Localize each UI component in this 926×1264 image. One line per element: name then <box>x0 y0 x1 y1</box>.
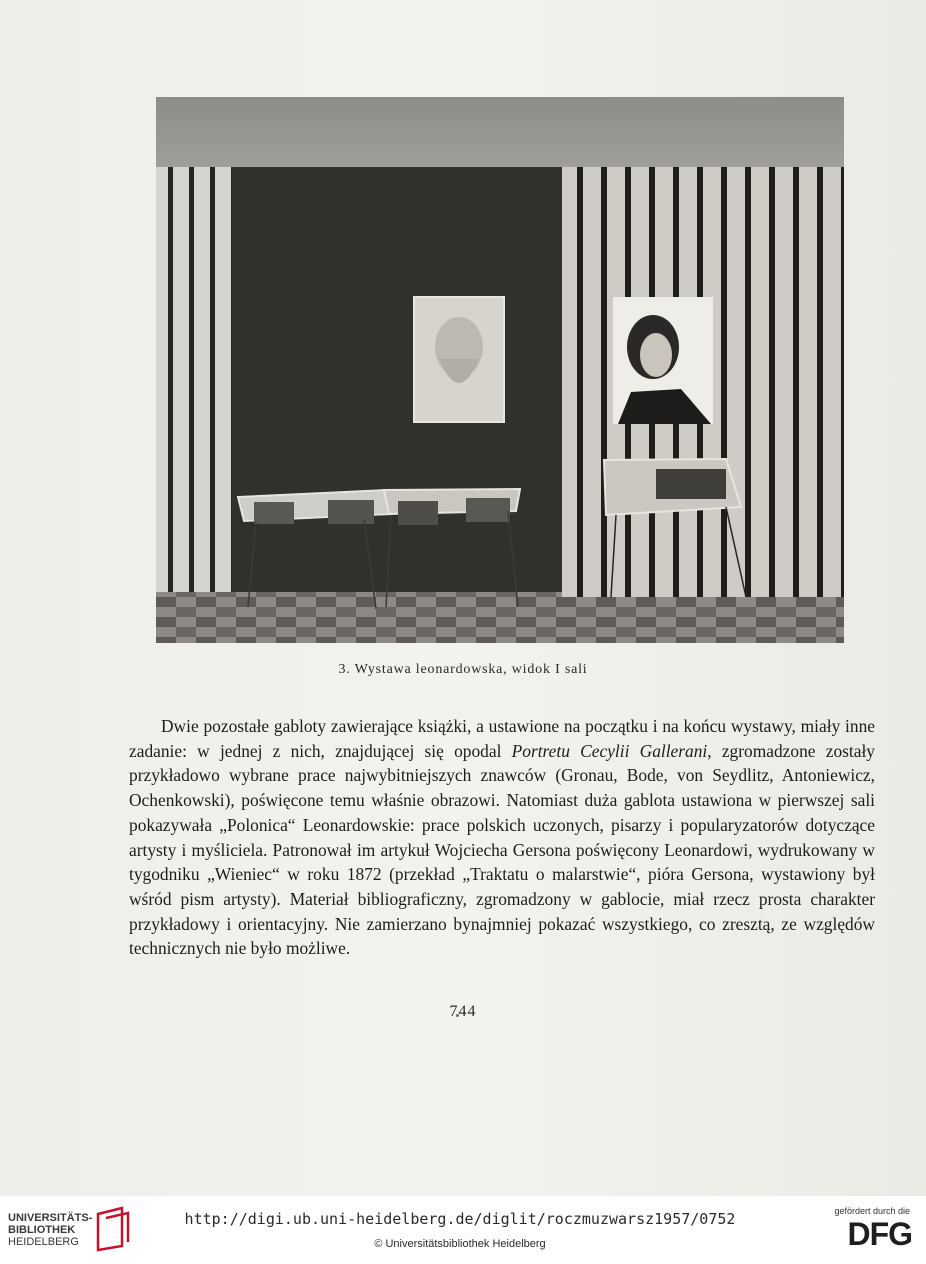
funder-label: gefördert durch die <box>834 1206 910 1216</box>
page-number: 744 <box>449 1003 477 1020</box>
exhibition-photo <box>156 97 844 643</box>
copyright-text: © Universitätsbibliothek Heidelberg <box>374 1238 546 1250</box>
footer-bar <box>0 1196 926 1264</box>
body-paragraph <box>129 714 875 961</box>
library-line-3: HEIDELBERG <box>8 1236 79 1248</box>
source-url-link[interactable]: http://digi.ub.uni-heidelberg.de/diglit/roczmuzwarsz1957/0752 <box>184 1210 736 1228</box>
dfg-logo[interactable]: DFG <box>847 1216 912 1252</box>
library-logo-text[interactable] <box>8 1212 92 1248</box>
library-line-1: UNIVERSITÄTS- <box>8 1212 93 1224</box>
figure-caption: 3. Wystawa leonardowska, widok I sali <box>338 662 588 677</box>
painting-title: Portretu Cecylii Gallerani <box>511 740 708 761</box>
library-line-2: BIBLIOTHEK <box>8 1224 76 1236</box>
paragraph-text-2: , zgromadzone zostały przykładowo wybrane prace najwybitniejszych znawców (Gronau, Bode, von Seydlitz, Antoniewicz, Ochenkowski), poświęcone temu właśnie obrazowi. Natomiast duża gablota ustawiona w pierwszej sali pokazywała „Polonica“ Leonardowskie: prace polskich uczonych, pisarzy i popularyzatorów dotyczące artysty i myśliciela. Patronował im artykuł Wojciecha Gersona poświęcony Leonardowi, wydrukowany w tygodniku „Wieniec“ w roku 1872 (przekład „Traktatu o malarstwie“, pióra Gersona, wystawiony był wśród pism artysty). Materiał bibliograficzny, zgromadzony w gablocie, miał rzecz prosta charakter przykładowy i orientacyjny. Nie zamierzano bynajmniej pokazać wszystkiego, co zresztą, ze względów technicznych nie było możliwe. <box>129 740 875 959</box>
library-emblem-icon <box>94 1206 134 1252</box>
paragraph-text-1: Dwie pozostałe gabloty zawierające książki, a ustawione na początku i na końcu wystawy, miały inne zadanie: w jednej z nich, znajdującej się opodal <box>129 716 875 761</box>
